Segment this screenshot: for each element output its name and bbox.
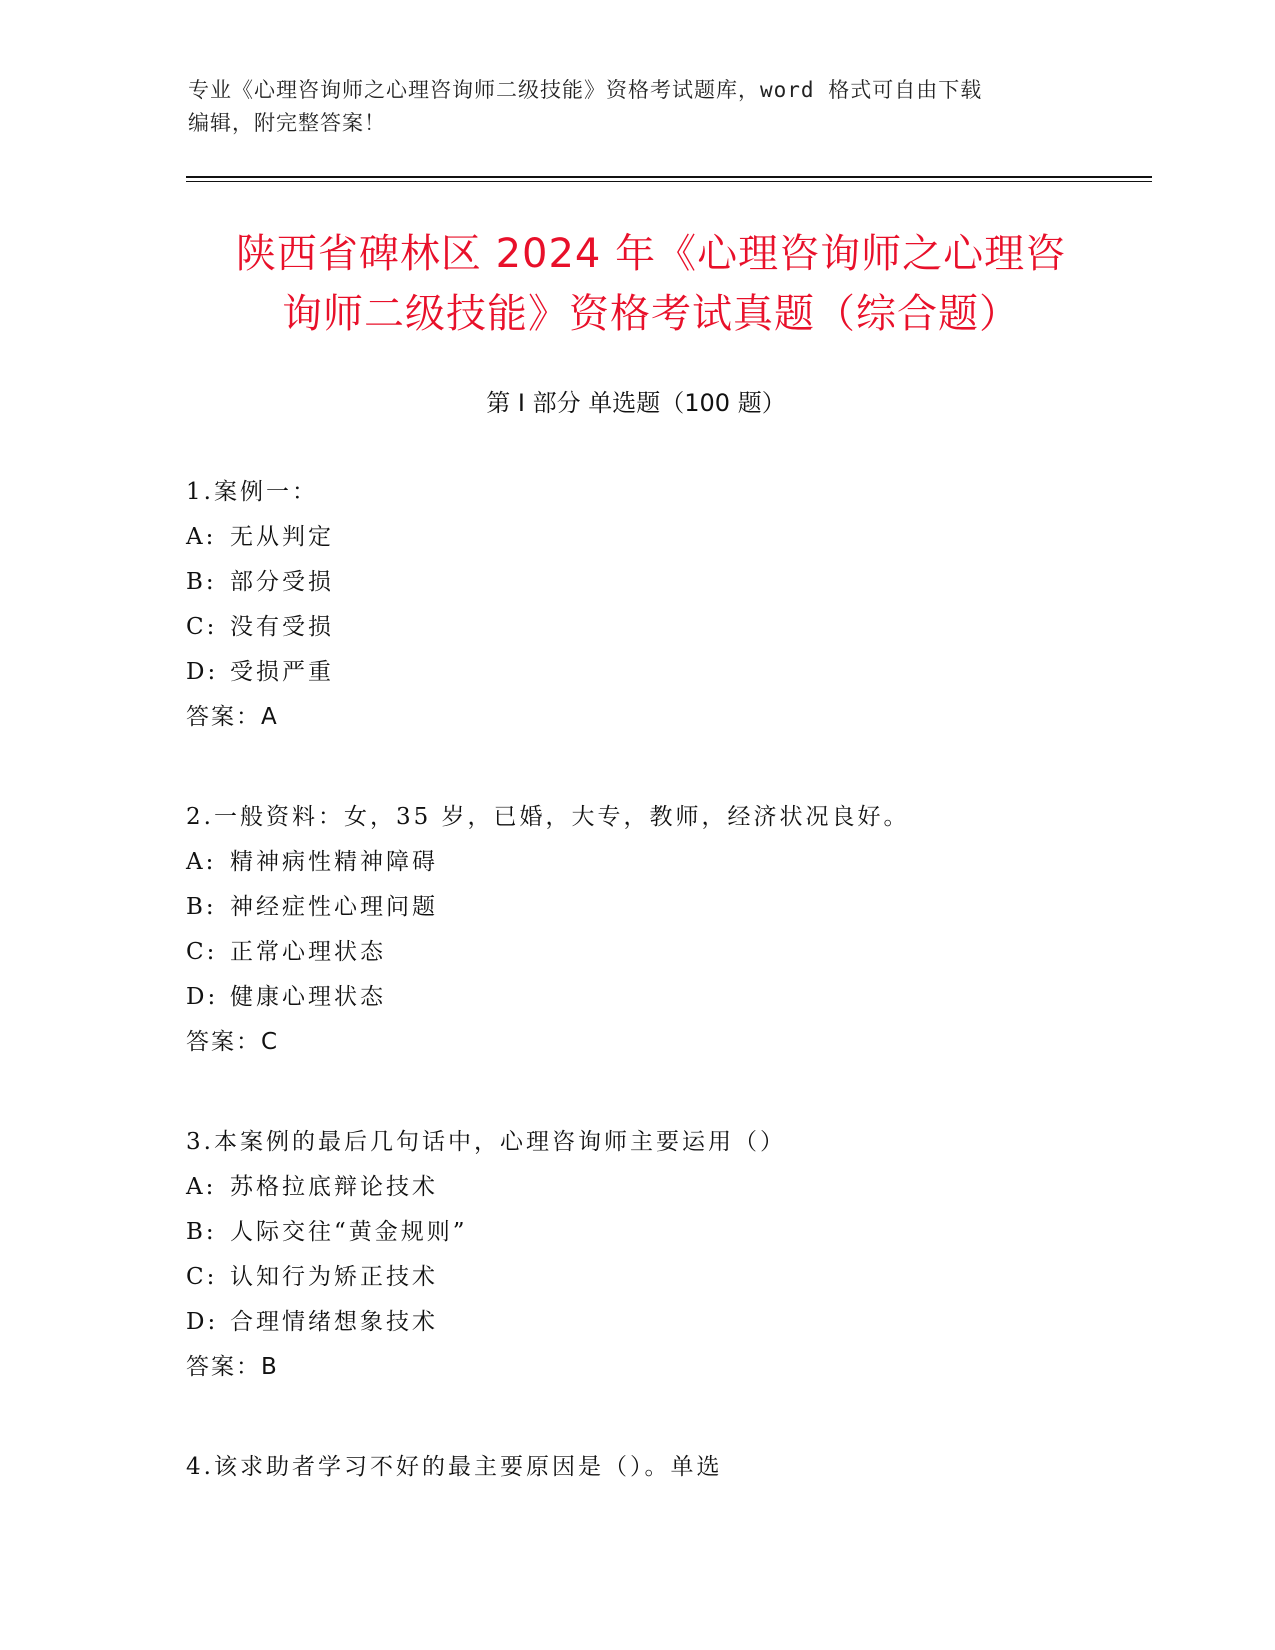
option-d [186, 650, 1126, 695]
option-key: C: [186, 939, 218, 965]
option-key: D: [186, 1309, 219, 1335]
option-d [186, 975, 1126, 1020]
question-list [186, 470, 1126, 1545]
option-b [186, 560, 1126, 605]
option-c [186, 930, 1126, 975]
header-note-line-2: 编辑，附完整答案！ [188, 111, 386, 135]
option-text: 健康心理状态 [230, 984, 386, 1010]
option-key: B: [186, 1219, 217, 1245]
option-text: 受损严重 [230, 659, 334, 685]
section-title: 第 I 部分 单选题（100 题） [486, 389, 786, 417]
option-text: 正常心理状态 [230, 939, 386, 965]
header-note-line-1: 专业《心理咨询师之心理咨询师二级技能》资格考试题库，word 格式可自由下载 [188, 78, 983, 102]
option-key: C: [186, 614, 218, 640]
option-key: D: [186, 659, 219, 685]
answer: 答案：A [186, 704, 279, 730]
option-c [186, 605, 1126, 650]
answer: 答案：B [186, 1354, 279, 1380]
option-text: 神经症性心理问题 [230, 894, 438, 920]
document-title-line-1: 陕西省碑林区 2024 年《心理咨询师之心理咨 [235, 231, 1067, 277]
option-c [186, 1255, 1126, 1300]
option-text: 人际交往“黄金规则” [230, 1219, 468, 1245]
option-text: 认知行为矫正技术 [230, 1264, 438, 1290]
question-2 [186, 795, 1126, 1065]
question-stem: 1.案例一： [186, 479, 318, 505]
header-divider-thick [186, 176, 1152, 178]
question-3 [186, 1120, 1126, 1390]
option-d [186, 1300, 1126, 1345]
question-1 [186, 470, 1126, 740]
option-key: B: [186, 894, 217, 920]
option-key: C: [186, 1264, 218, 1290]
option-key: A: [186, 524, 217, 550]
option-text: 部分受损 [230, 569, 334, 595]
option-a [186, 1165, 1126, 1210]
option-text: 没有受损 [230, 614, 334, 640]
option-a [186, 515, 1126, 560]
document-title [186, 224, 1116, 344]
header-divider-thin [186, 181, 1152, 182]
answer: 答案：C [186, 1029, 280, 1055]
question-4 [186, 1445, 1126, 1490]
question-stem: 4.该求助者学习不好的最主要原因是（）。单选 [186, 1454, 723, 1480]
question-stem: 2.一般资料：女，35 岁，已婚，大专，教师，经济状况良好。 [186, 804, 910, 830]
option-key: A: [186, 849, 217, 875]
header-note [188, 74, 1068, 140]
option-key: D: [186, 984, 219, 1010]
option-text: 苏格拉底辩论技术 [230, 1174, 438, 1200]
option-a [186, 840, 1126, 885]
option-text: 精神病性精神障碍 [230, 849, 438, 875]
option-key: A: [186, 1174, 217, 1200]
document-title-line-2: 询师二级技能》资格考试真题（综合题） [282, 291, 1020, 337]
option-text: 合理情绪想象技术 [230, 1309, 438, 1335]
option-key: B: [186, 569, 217, 595]
option-text: 无从判定 [230, 524, 334, 550]
option-b [186, 1210, 1126, 1255]
option-b [186, 885, 1126, 930]
question-stem: 3.本案例的最后几句话中，心理咨询师主要运用（） [186, 1129, 786, 1155]
